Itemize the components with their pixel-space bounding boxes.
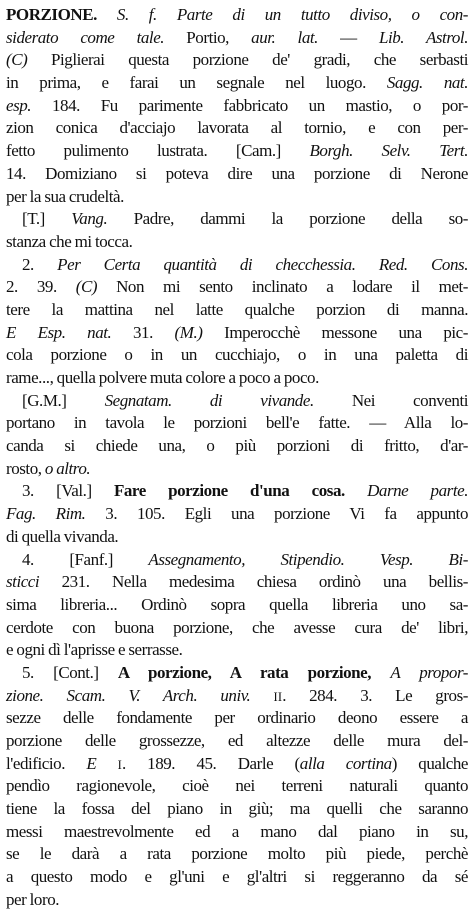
text-run: cola porzione o in un cucchiajo, o in una paletta di	[6, 345, 468, 365]
italic-text: Borgh. Selv. Tert.	[309, 141, 468, 161]
text-line	[6, 685, 468, 708]
text-run: 2.	[22, 254, 58, 274]
text-run: rosto,	[6, 458, 45, 478]
text-line	[6, 798, 468, 821]
bold-text: PORZIONE.	[6, 5, 97, 24]
text-line	[6, 843, 468, 866]
text-run: Imperocchè messone una pic-	[202, 322, 468, 342]
dictionary-entry	[6, 4, 468, 912]
text-line	[6, 117, 468, 140]
text-line	[6, 276, 468, 299]
text-run: e ogni dì l'aprisse e serrasse.	[6, 640, 183, 660]
text-run: 31.	[111, 322, 175, 342]
text-run: se le darà a rata porzione molto più piede, perchè	[6, 844, 468, 864]
text-run: tiene la fossa del piano in giù; ma quelli che saranno	[6, 799, 468, 819]
text-line	[6, 390, 468, 413]
bold-text: Fare porzione d'una cosa.	[113, 481, 345, 501]
text-run: canda si chiede una, o più porzioni di fritto, d'ar-	[6, 436, 468, 456]
text-run: . 189. 45. Darle (	[122, 753, 300, 773]
italic-text: sticci	[6, 572, 40, 592]
text-line	[6, 889, 468, 912]
text-line	[6, 458, 468, 481]
text-line	[6, 821, 468, 844]
text-line	[6, 412, 468, 435]
text-line	[6, 526, 468, 549]
text-run: 3. 105. Egli una porzione Vi fa appunto	[85, 504, 469, 524]
italic-text: Vang.	[71, 209, 108, 229]
italic-text: Sagg. nat.	[386, 73, 468, 93]
text-line	[6, 4, 468, 27]
italic-text: Per Certa quantità di checchessia. Red. Cons.	[57, 254, 468, 274]
text-run: pendìo ragionevole, cioè nei terreni naturali quanto	[6, 776, 468, 796]
text-run: Nei conventi	[313, 390, 468, 410]
text-run: zion conica d'acciajo lavorata al tornio, e con per-	[6, 118, 468, 138]
italic-text: S. f. Parte di un tutto diviso, o con-	[116, 5, 468, 24]
text-line	[6, 95, 468, 118]
text-run: Non mi sento inclinato a lodare il met-	[97, 277, 468, 297]
text-run: Piglierai questa porzione de' gradi, che serbasti	[27, 50, 468, 70]
italic-text: Segnatam. di vivande.	[104, 390, 314, 410]
text-run: 4. [Fanf.]	[22, 549, 149, 569]
text-run: 2. 39.	[6, 277, 76, 297]
text-run: 3. [Val.]	[22, 481, 114, 501]
text-run: di quella vivanda.	[6, 526, 119, 546]
text-line	[6, 639, 468, 662]
italic-text: A propor-	[390, 662, 468, 682]
italic-text: alla cortina	[299, 753, 392, 773]
text-run: Padre, dammi la porzione della so-	[107, 209, 468, 229]
text-run	[97, 5, 117, 24]
text-run: messi maestrevolmente ed a mano dal piano in su,	[6, 821, 468, 841]
italic-text: E Esp. nat.	[6, 322, 112, 342]
text-run: a questo modo e gl'uni e gl'altri si reggeranno da sé	[6, 867, 468, 887]
text-run	[371, 663, 390, 682]
text-run: sezze delle fondamente per ordinario deono essere a	[6, 708, 468, 728]
text-line	[6, 662, 468, 685]
italic-text: zione. Scam. V. Arch. univ.	[6, 685, 251, 705]
italic-text: siderato come tale.	[6, 27, 165, 47]
text-run: portano in tavola le porzioni bell'e fatte. — Alla lo-	[6, 413, 468, 433]
text-line	[6, 140, 468, 163]
italic-text: (C)	[6, 50, 28, 70]
text-line	[6, 344, 468, 367]
text-run: sima libreria... Ordinò sopra quella libreria uno sa-	[6, 594, 468, 614]
text-line	[6, 866, 468, 889]
text-run: 231. Nella medesima chiesa ordinò una bellis-	[39, 572, 468, 592]
italic-text: Darne parte.	[367, 481, 468, 501]
text-run: tere la mattina nel latte qualche porzion di manna.	[6, 299, 468, 319]
italic-text: esp.	[6, 95, 32, 115]
text-run: —	[317, 27, 379, 47]
text-run: cerdote con buona porzione, che avesse cura de' libri,	[6, 617, 468, 637]
text-run: 5. [Cont.]	[22, 662, 118, 682]
text-run: [T.]	[22, 209, 72, 229]
text-line	[6, 549, 468, 572]
text-run: per loro.	[6, 889, 60, 909]
text-run	[250, 686, 273, 705]
text-line	[6, 753, 468, 776]
text-run: l'edificio.	[6, 753, 87, 773]
text-run: I	[117, 757, 123, 772]
text-line	[6, 186, 468, 209]
italic-text: (M.)	[174, 322, 203, 342]
text-line	[6, 208, 468, 231]
text-line	[6, 617, 468, 640]
text-line	[6, 367, 468, 390]
text-line	[6, 594, 468, 617]
italic-text: aur. lat.	[251, 27, 318, 47]
text-run: 184. Fu parimente fabbricato un mastio, o por-	[31, 95, 468, 115]
bold-text: A porzione, A rata porzione,	[117, 662, 372, 682]
text-run: ) qualche	[391, 753, 468, 773]
text-line	[6, 730, 468, 753]
text-run: stanza che mi tocca.	[6, 231, 133, 251]
text-line	[6, 322, 468, 345]
text-line	[6, 775, 468, 798]
text-line	[6, 49, 468, 72]
text-run: . 284. 3. Le gros-	[282, 685, 468, 705]
italic-text: (C)	[75, 277, 98, 297]
text-run: porzione delle grossezze, ed altezze delle mura del-	[6, 731, 468, 750]
text-line	[6, 254, 468, 277]
text-line	[6, 27, 468, 50]
text-line	[6, 503, 468, 526]
italic-text: Fag. Rim.	[6, 504, 86, 524]
text-run: II	[273, 689, 283, 704]
text-run: rame..., quella polvere muta colore a poco a poco.	[6, 368, 319, 387]
italic-text: Assegnamento, Stipendio. Vesp. Bi-	[148, 549, 468, 569]
italic-text: Lib. Astrol.	[378, 27, 468, 47]
text-run: [G.M.]	[22, 390, 105, 410]
text-run	[96, 754, 117, 773]
italic-text: o altro.	[44, 458, 91, 478]
text-run: fetto pulimento lustrata. [Cam.]	[6, 141, 310, 161]
text-line	[6, 163, 468, 186]
text-line	[6, 571, 468, 594]
text-run: 14. Domiziano si poteva dire una porzione di Nerone	[6, 163, 468, 183]
text-run: Portio,	[164, 27, 252, 47]
italic-text: E	[86, 753, 97, 773]
text-line	[6, 707, 468, 730]
text-line	[6, 435, 468, 458]
text-run: per la sua crudeltà.	[6, 186, 124, 206]
text-line	[6, 231, 468, 254]
text-run	[345, 481, 367, 500]
text-line	[6, 299, 468, 322]
text-run: in prima, e farai un segnale nel luogo.	[6, 73, 387, 93]
text-line	[6, 72, 468, 95]
text-line	[6, 480, 468, 503]
